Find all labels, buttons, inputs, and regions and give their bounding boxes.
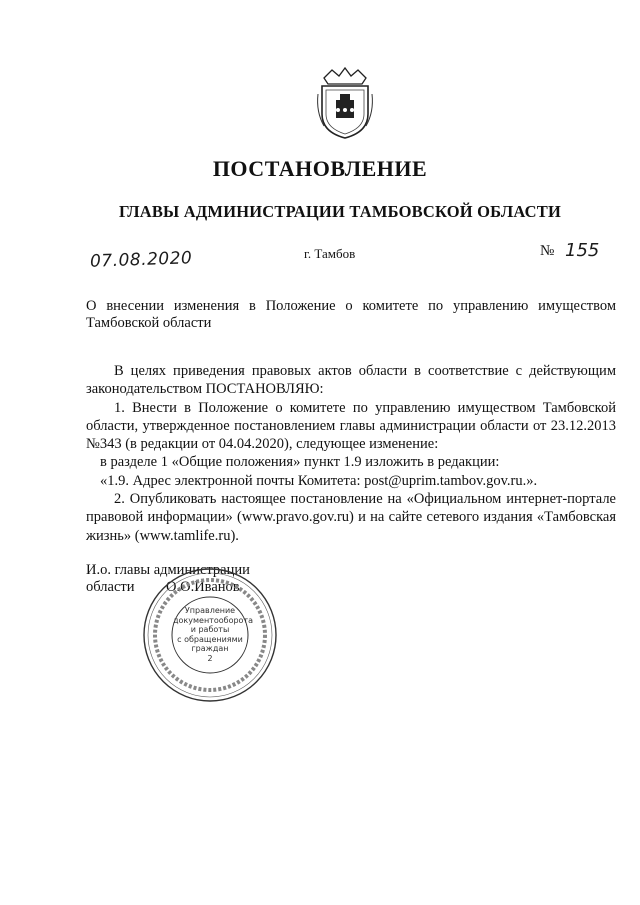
handwritten-date: 07.08.2020	[89, 248, 193, 272]
document-subject: О внесении изменения в Положение о комитете по управлению имуществом Тамбовской области	[86, 298, 616, 331]
city-label: г. Тамбов	[304, 246, 356, 261]
document-title: ПОСТАНОВЛЕНИЕ	[212, 156, 428, 181]
signatory-position-line2: области	[86, 579, 135, 595]
paragraph-item-1: 1. Внести в Положение о комитете по управлению имуществом Тамбовской области, утвержденное постановлением главы администрации области от 23.12.2013 №343 (в редакции от 04.04.2020), следующее изменение:	[86, 399, 616, 453]
signatory-name: О.О.Иванов	[166, 579, 240, 595]
paragraph-preamble: В целях приведения правовых актов области в соответствие с действующим законодательством ПОСТАНОВЛЯЮ:	[86, 363, 616, 398]
paragraph-item-2: 2. Опубликовать настоящее постановление на «Официальном интернет-портале правовой информации» (www.pravo.gov.ru) и на сайте сетевого издания «Тамбовская жизнь» (www.tamlife.ru).	[86, 491, 616, 544]
number-label: №	[540, 243, 555, 259]
coat-of-arms-icon	[314, 64, 376, 140]
paragraph-section-change: в разделе 1 «Общие положения» пункт 1.9 изложить в редакции:	[100, 454, 500, 471]
handwritten-number: 155	[565, 240, 600, 261]
signatory-position-line1: И.о. главы администрации	[86, 562, 250, 578]
stamp-center-text: Управление документооборота и работы с обращениями граждан 2	[173, 606, 253, 663]
document-body	[86, 362, 616, 545]
paragraph-new-text: «1.9. Адрес электронной почты Комитета: post@uprim.tambov.gov.ru.».	[100, 472, 538, 489]
document-subtitle: ГЛАВЫ АДМИНИСТРАЦИИ ТАМБОВСКОЙ ОБЛАСТИ	[119, 202, 561, 221]
